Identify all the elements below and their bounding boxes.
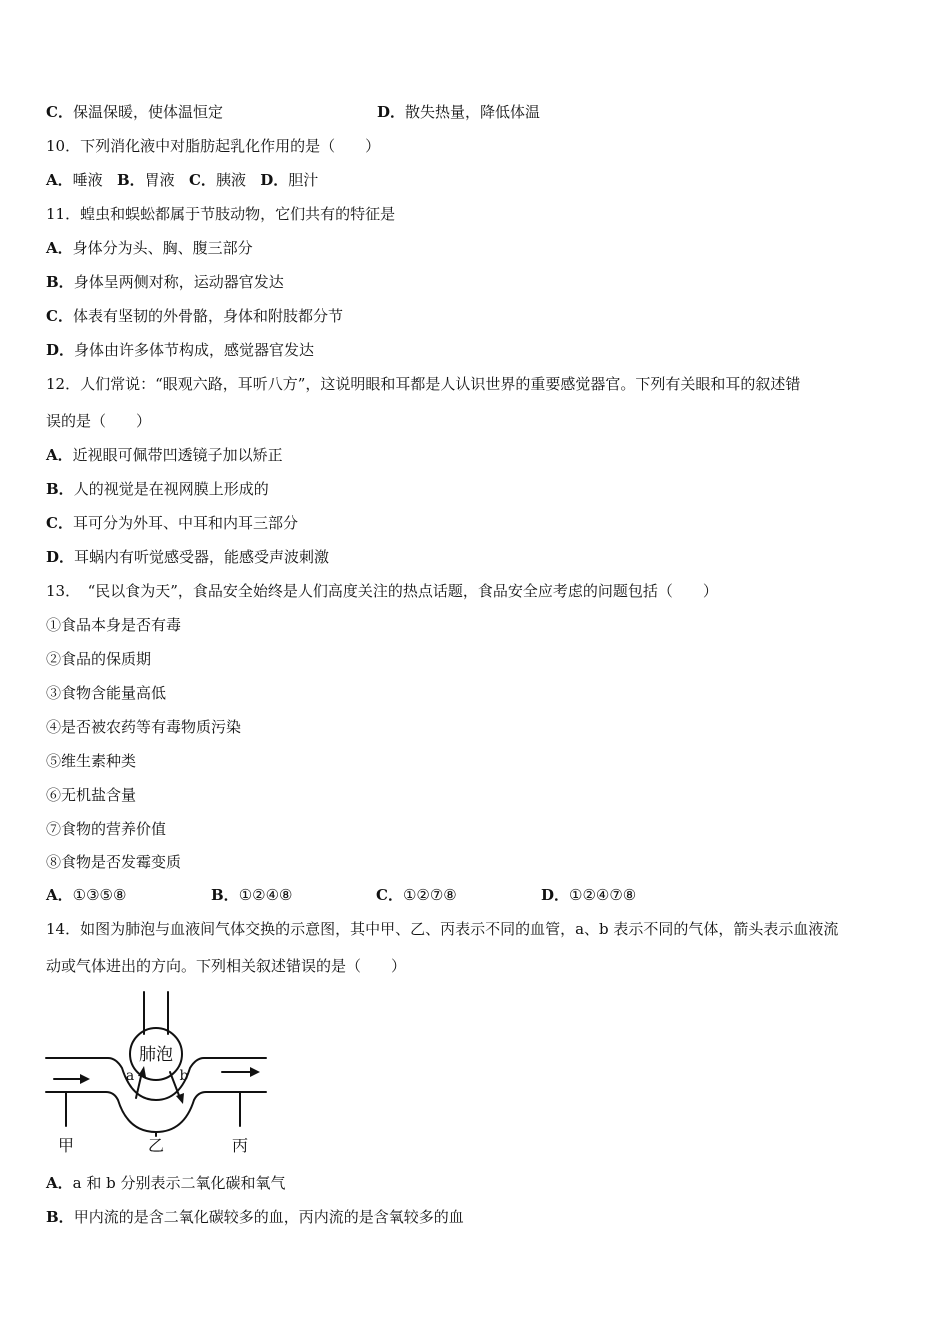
option-label: A． bbox=[46, 171, 73, 189]
q9-option-d bbox=[377, 102, 540, 122]
q13-item-7: ⑦食物的营养价值 bbox=[46, 820, 167, 838]
q13-item-8: ⑧食物是否发霉变质 bbox=[46, 853, 182, 871]
option-text: ①③⑤⑧ bbox=[72, 886, 127, 904]
option-label: C． bbox=[46, 307, 73, 325]
vessel-yi-label: 乙 bbox=[147, 1136, 165, 1155]
q12-option-d bbox=[46, 547, 329, 567]
option-text: 保温保暖，使体温恒定 bbox=[72, 103, 223, 121]
q13-option-c bbox=[376, 885, 457, 905]
q14-stem-line1: 14．如图为肺泡与血液间气体交换的示意图，其中甲、乙、丙表示不同的血管，a、b 表示不同的气体，箭头表示血液流 bbox=[46, 920, 839, 938]
option-label: B． bbox=[46, 273, 74, 291]
option-label: D． bbox=[260, 171, 289, 189]
option-label: B． bbox=[116, 171, 145, 189]
q12-option-a bbox=[46, 445, 283, 465]
q13-stem: 13． “民以食为天”，食品安全始终是人们高度关注的热点话题，食品安全应考虑的问题包括（ ） bbox=[46, 582, 718, 600]
q13-item-6: ⑥无机盐含量 bbox=[46, 786, 137, 804]
capillary-bottom-wall bbox=[46, 1092, 266, 1132]
q13-item-1: ①食品本身是否有毒 bbox=[46, 616, 182, 634]
q14-option-b bbox=[46, 1207, 464, 1227]
option-label: D． bbox=[46, 548, 75, 566]
option-text: ①②④⑦⑧ bbox=[569, 886, 637, 904]
option-text: 身体呈两侧对称，运动器官发达 bbox=[73, 273, 284, 291]
option-label: C． bbox=[46, 514, 73, 532]
option-text: 近视眼可佩带凹透镜子加以矫正 bbox=[72, 446, 283, 464]
option-text: ①②④⑧ bbox=[238, 886, 293, 904]
q11-option-c bbox=[46, 306, 343, 326]
option-text: 人的视觉是在视网膜上形成的 bbox=[73, 480, 269, 498]
option-text: 唾液 bbox=[72, 171, 103, 189]
alveolus-gas-exchange-diagram bbox=[44, 988, 270, 1158]
q13-option-b bbox=[211, 885, 292, 905]
option-label: C． bbox=[46, 103, 73, 121]
option-text: 体表有坚韧的外骨骼，身体和附肢都分节 bbox=[72, 307, 343, 325]
option-label: D． bbox=[46, 341, 75, 359]
option-text: 胃液 bbox=[144, 171, 175, 189]
option-label: D． bbox=[377, 103, 406, 121]
q11-stem: 11．蝗虫和蜈蚣都属于节肢动物，它们共有的特征是 bbox=[46, 205, 396, 223]
arrowhead-icon bbox=[250, 1067, 260, 1077]
vessel-jia-label: 甲 bbox=[57, 1136, 75, 1155]
option-label: A． bbox=[46, 886, 73, 904]
option-label: B． bbox=[46, 480, 74, 498]
alveolus-label: 肺泡 bbox=[139, 1045, 173, 1065]
option-text: ①②⑦⑧ bbox=[402, 886, 457, 904]
option-label: D． bbox=[541, 886, 570, 904]
option-text: a 和 b 分别表示二氧化碳和氧气 bbox=[72, 1174, 286, 1192]
q14-option-a bbox=[46, 1173, 286, 1193]
q12-stem-line1: 12．人们常说：“眼观六路，耳听八方”，这说明眼和耳都是人认识世界的重要感觉器官。下列有关眼和耳的叙述错 bbox=[46, 375, 801, 393]
q11-option-b bbox=[46, 272, 284, 292]
q13-item-4: ④是否被农药等有毒物质污染 bbox=[46, 718, 242, 736]
option-text: 身体分为头、胸、腹三部分 bbox=[72, 239, 253, 257]
gas-b-label: b bbox=[179, 1068, 189, 1084]
option-text: 胆汁 bbox=[288, 171, 319, 189]
option-text: 胰液 bbox=[215, 171, 246, 189]
option-label: A． bbox=[46, 1174, 73, 1192]
option-text: 耳可分为外耳、中耳和内耳三部分 bbox=[72, 514, 298, 532]
q10-options bbox=[46, 170, 318, 190]
option-text: 身体由许多体节构成，感觉器官发达 bbox=[74, 341, 315, 359]
q12-option-c bbox=[46, 513, 298, 533]
gas-a-label: a bbox=[125, 1068, 135, 1084]
q13-option-a bbox=[46, 885, 126, 905]
arrowhead-icon bbox=[176, 1093, 184, 1104]
q13-item-2: ②食品的保质期 bbox=[46, 650, 152, 668]
option-text: 散失热量，降低体温 bbox=[405, 103, 541, 121]
option-label: B． bbox=[46, 1208, 74, 1226]
q14-stem-line2: 动或气体进出的方向。下列相关叙述错误的是（ ） bbox=[46, 957, 407, 975]
vessel-bing-label: 丙 bbox=[231, 1136, 249, 1155]
arrowhead-icon bbox=[138, 1066, 146, 1077]
q11-option-a bbox=[46, 238, 253, 258]
q13-item-5: ⑤维生素种类 bbox=[46, 752, 137, 770]
option-label: A． bbox=[46, 446, 73, 464]
option-label: A． bbox=[46, 239, 73, 257]
q12-option-b bbox=[46, 479, 269, 499]
option-label: C． bbox=[188, 171, 216, 189]
arrowhead-icon bbox=[80, 1074, 90, 1084]
option-label: B． bbox=[211, 886, 239, 904]
option-text: 耳蜗内有听觉感受器，能感受声波刺激 bbox=[74, 548, 330, 566]
q13-option-d bbox=[541, 885, 636, 905]
q11-option-d bbox=[46, 340, 314, 360]
q9-option-c bbox=[46, 102, 223, 122]
q10-stem: 10．下列消化液中对脂肪起乳化作用的是（ ） bbox=[46, 137, 381, 155]
q13-item-3: ③食物含能量高低 bbox=[46, 684, 167, 702]
q12-stem-line2: 误的是（ ） bbox=[46, 412, 152, 430]
option-text: 甲内流的是含二氧化碳较多的血，丙内流的是含氧较多的血 bbox=[73, 1208, 464, 1226]
option-label: C． bbox=[376, 886, 403, 904]
